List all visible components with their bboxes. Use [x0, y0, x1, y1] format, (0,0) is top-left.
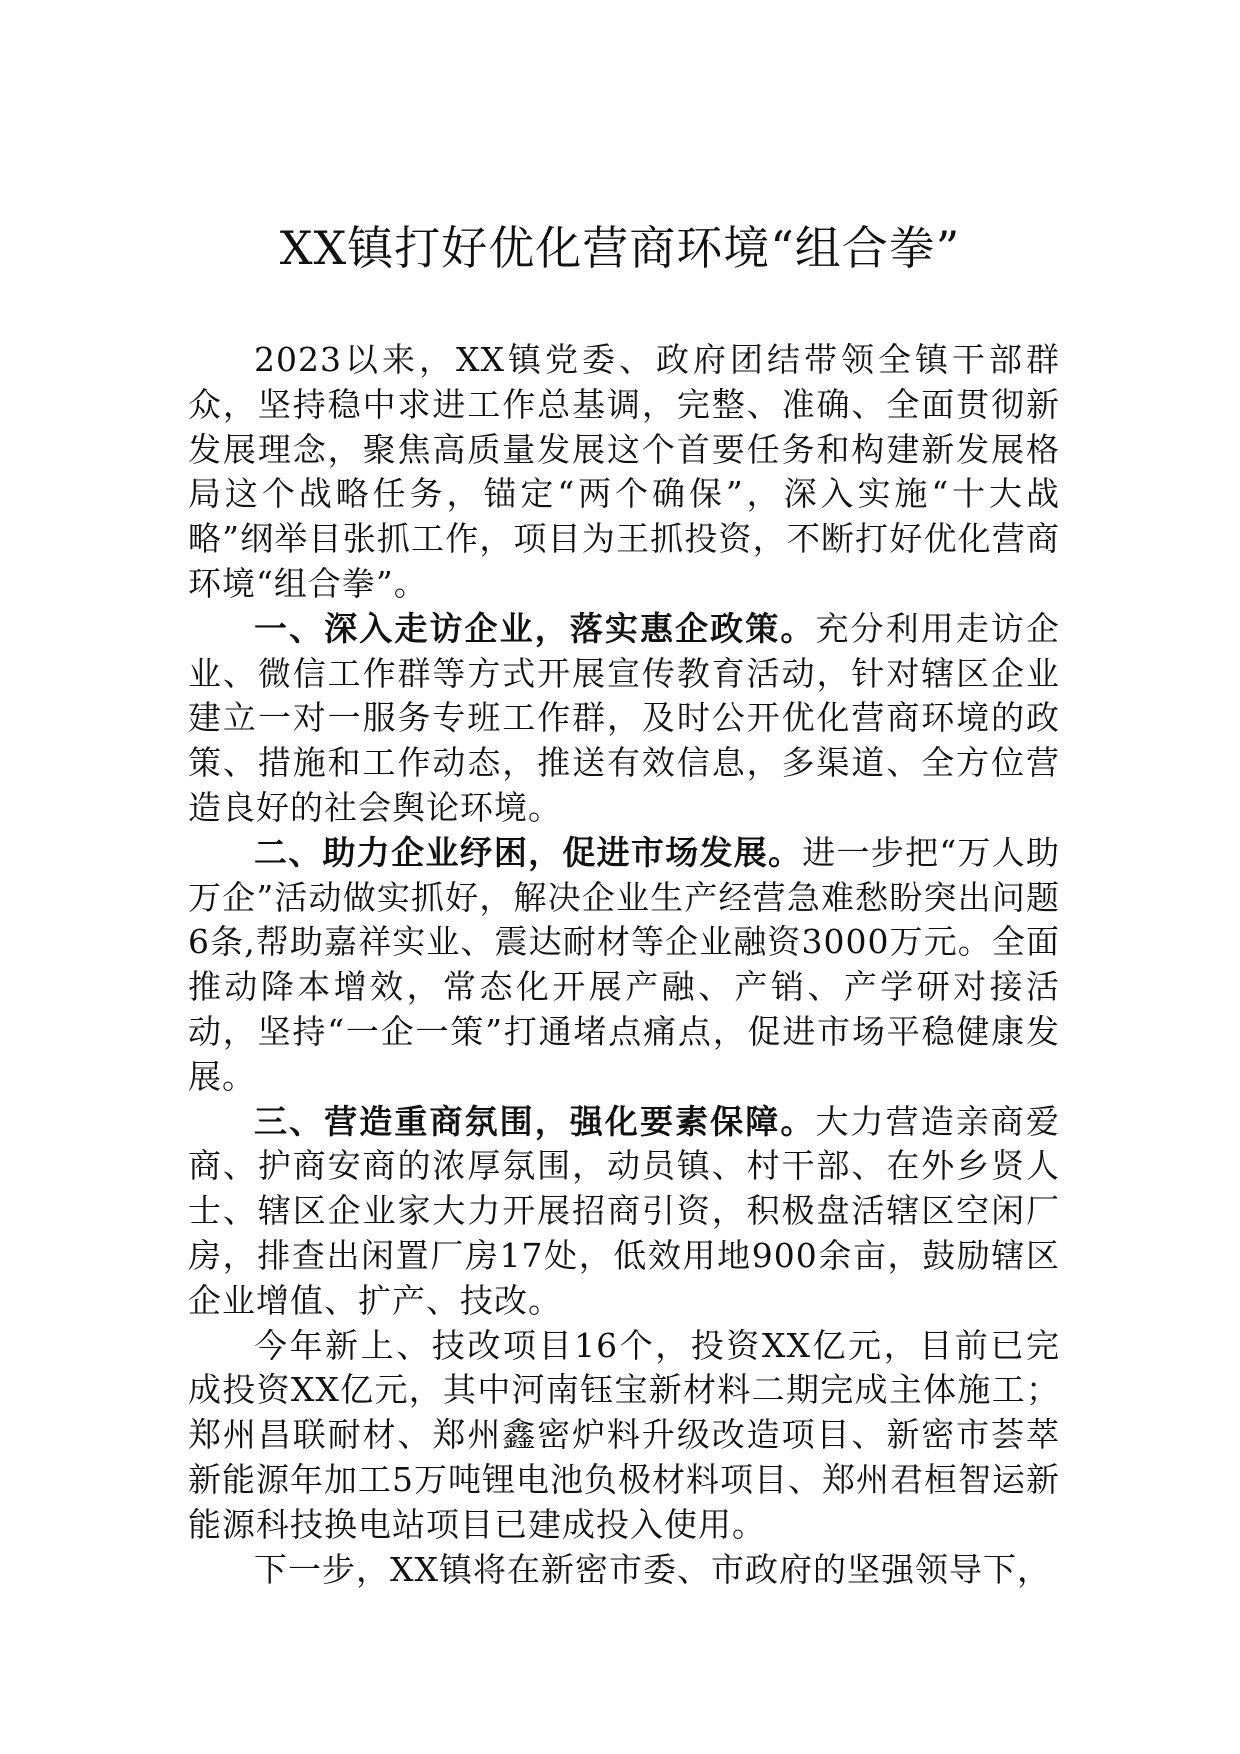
paragraph-text: 2023以来，XX镇党委、政府团结带领全镇干部群众，坚持稳中求进工作总基调，完整、准确、全面贯彻新发展理念，聚焦高质量发展这个首要任务和构建新发展格局这个战略任务，锚定“两个确保”，深入实施“十大战略”纲举目张抓工作，项目为王抓投资，不断打好优化营商环境“组合拳”。: [188, 340, 1060, 603]
document-title: XX镇打好优化营商环境“组合拳”: [279, 221, 961, 275]
paragraph-next-step: [188, 1548, 1060, 1593]
paragraph-text: 充分利用走访企业、微信工作群等方式开展宣传教育活动，针对辖区企业建立一对一服务专班工作群，及时公开优化营商环境的政策、措施和工作动态，推送有效信息，多渠道、全方位营造良好的社会舆论环境。: [188, 608, 1061, 827]
paragraph-text: 今年新上、技改项目16个，投资XX亿元，目前已完成投资XX亿元，其中河南钰宝新材料二期完成主体施工；郑州昌联耐材、郑州鑫密炉料升级改造项目、新密市荟萃新能源年加工5万吨锂电池负极材料项目、郑州君桓智运新能源科技换电站项目已建成投入使用。: [188, 1325, 1060, 1544]
paragraph-projects: [188, 1324, 1060, 1548]
paragraph-text: 大力营造亲商爱商、护商安商的浓厚氛围，动员镇、村干部、在外乡贤人士、辖区企业家大力开展招商引资，积极盘活辖区空闲厂房，排查出闲置厂房17处，低效用地900余亩，鼓励辖区企业增值、扩产、技改。: [188, 1101, 1061, 1320]
section-heading: 三、营造重商氛围，强化要素保障。: [254, 1101, 816, 1141]
section-heading: 一、深入走访企业，落实惠企政策。: [254, 608, 816, 648]
paragraph-text: 下一步，XX镇将在新密市委、市政府的坚强领导下，: [254, 1549, 1051, 1589]
paragraph-section-1: [188, 607, 1060, 831]
paragraph-text: 进一步把“万人助万企”活动做实抓好，解决企业生产经营急难愁盼突出问题6条,帮助嘉祥实业、震达耐材等企业融资3000万元。全面推动降本增效，常态化开展产融、产销、产学研对接活动，坚持“一企一策”打通堵点痛点，促进市场平稳健康发展。: [188, 832, 1061, 1096]
paragraph-intro: [188, 338, 1060, 607]
paragraph-section-2: [188, 831, 1060, 1100]
document-body: [188, 338, 1060, 1592]
section-heading: 二、助力企业纾困，促进市场发展。: [254, 832, 803, 872]
paragraph-section-3: [188, 1100, 1060, 1324]
